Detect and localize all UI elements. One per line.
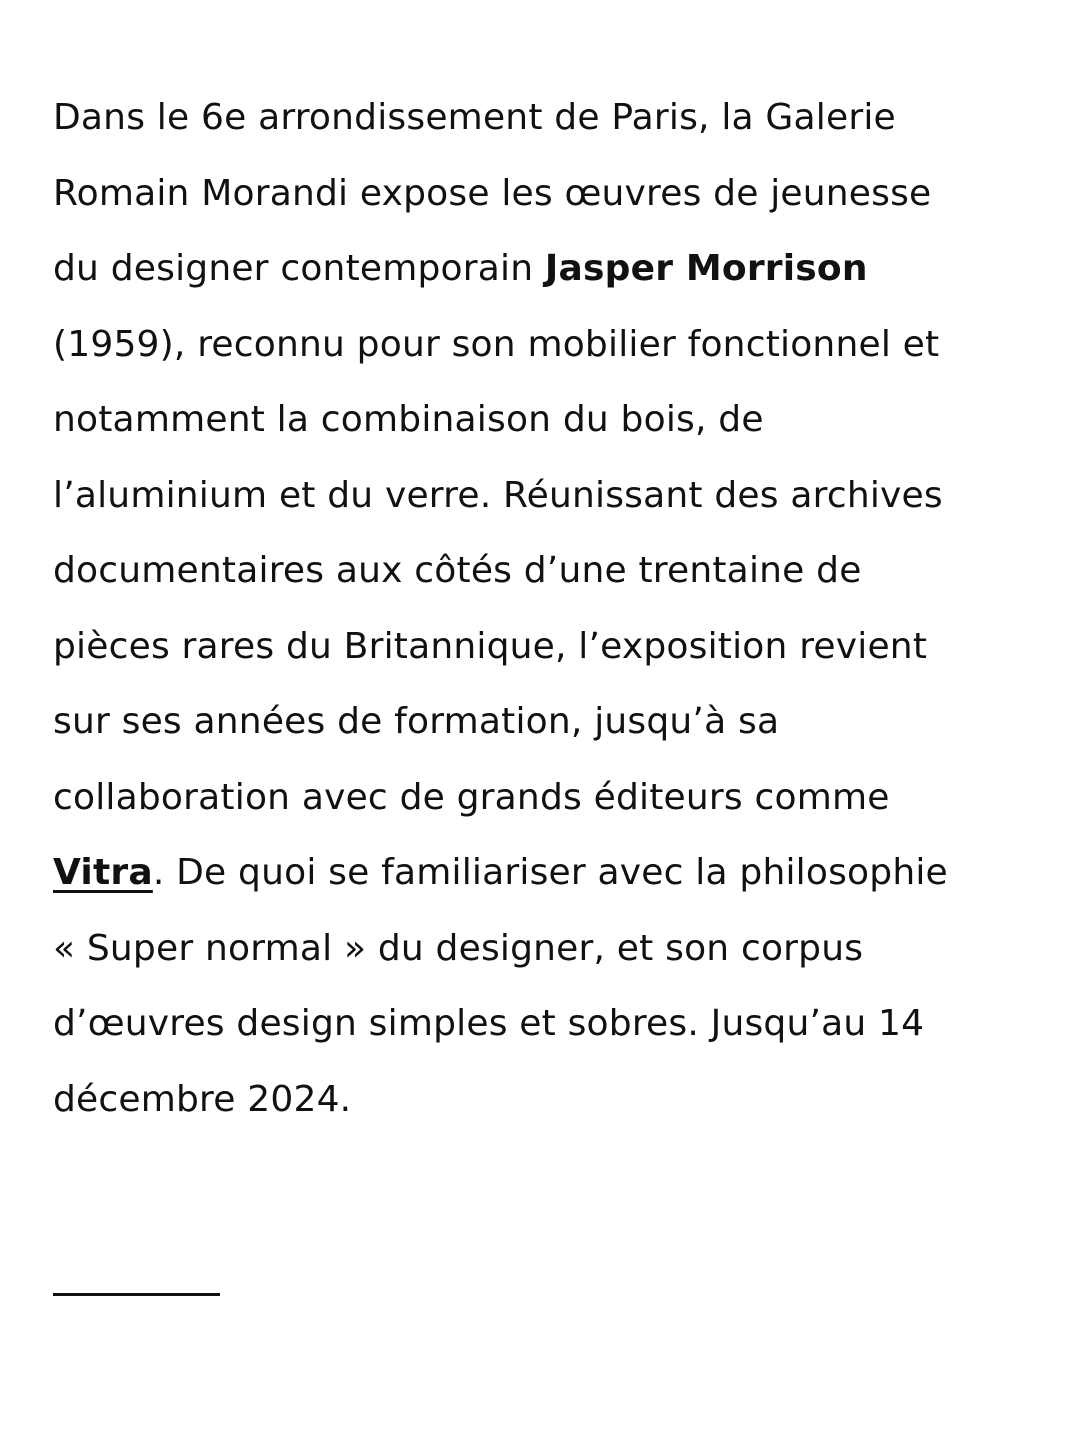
text-line: documentaires aux côtés d’une trentaine de [53,550,862,591]
text-line: pièces rares du Britannique, l’exposition revient [53,625,928,667]
text-line: décembre 2024. [53,1078,352,1120]
text-line: d’œuvres design simples et sobres. Jusqu’au 14 [53,1003,925,1044]
text-line [53,835,1043,911]
text-line: Romain Morandi expose les œuvres de jeunesse [53,172,932,214]
text-line: l’aluminium et du verre. Réunissant des archives [53,474,943,516]
text-line: Dans le 6e arrondissement de Paris, la Galerie [53,97,896,138]
vitra-link[interactable]: Vitra [53,852,153,893]
text-line [53,231,1043,307]
section-divider [53,1293,220,1296]
text-line: notamment la combinaison du bois, de [53,399,764,440]
text-line: collaboration avec de grands éditeurs comme [53,776,890,818]
designer-name: Jasper Morrison [544,248,868,289]
text-segment: du designer contemporain [53,248,545,289]
text-line: (1959), reconnu pour son mobilier fonctionnel et [53,323,940,365]
exhibition-paragraph [53,80,1043,1137]
text-line: sur ses années de formation, jusqu’à sa [53,701,780,742]
text-segment: . De quoi se familiariser avec la philosophie [152,852,948,893]
article-body [53,80,1043,1137]
text-line: « Super normal » du designer, et son corpus [53,927,864,969]
